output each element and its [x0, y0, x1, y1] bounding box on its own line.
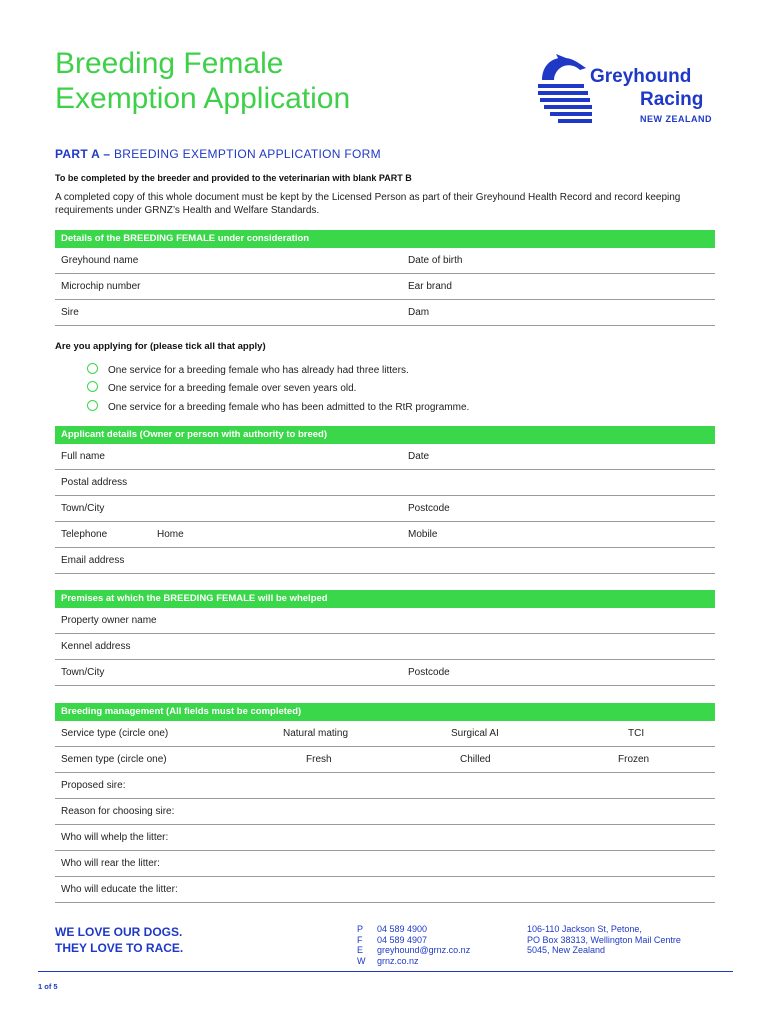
logo-word-new-zealand: NEW ZEALAND — [640, 114, 712, 124]
footer-divider — [38, 971, 733, 972]
contact-fax — [357, 935, 470, 946]
apply-question: Are you applying for (please tick all that apply) — [55, 341, 266, 352]
postal-label: Postal address — [61, 477, 128, 488]
premises-town-label: Town/City — [61, 667, 105, 678]
full-name-label: Full name — [61, 451, 105, 462]
premises-heading: Premises at which the BREEDING FEMALE will be whelped — [55, 590, 715, 608]
telephone-row[interactable] — [55, 522, 715, 548]
greyhound-racing-logo — [536, 50, 716, 128]
semen-chilled[interactable]: Chilled — [460, 754, 491, 765]
part-a-heading — [55, 147, 381, 161]
service-surgical-ai[interactable]: Surgical AI — [451, 728, 499, 739]
option-label: One service for a breeding female who has already had three litters. — [108, 365, 409, 376]
email-label: Email address — [61, 555, 125, 566]
kennel-label: Kennel address — [61, 641, 131, 652]
rear-row[interactable] — [55, 851, 715, 877]
contact-label: P — [357, 924, 364, 934]
semen-type-label: Semen type (circle one) — [61, 754, 167, 765]
service-natural[interactable]: Natural mating — [283, 728, 349, 739]
microchip-label: Microchip number — [61, 281, 141, 292]
kennel-row[interactable] — [55, 634, 715, 660]
semen-type-row[interactable] — [55, 747, 715, 773]
microchip-row[interactable] — [55, 274, 715, 300]
reason-row[interactable] — [55, 799, 715, 825]
option-three-litters[interactable] — [87, 363, 409, 376]
title-line-1: Breeding Female — [55, 47, 284, 80]
contact-web — [357, 956, 470, 967]
contact-phone — [357, 924, 470, 935]
rear-label: Who will rear the litter: — [61, 858, 160, 869]
option-rtr[interactable] — [87, 400, 469, 413]
document-title — [55, 46, 350, 116]
logo-word-greyhound: Greyhound — [590, 66, 692, 87]
greyhound-name-label: Greyhound name — [61, 255, 139, 266]
town-label: Town/City — [61, 503, 105, 514]
postcode-label: Postcode — [408, 503, 450, 514]
greyhound-name-row[interactable] — [55, 248, 715, 274]
mobile-label: Mobile — [408, 529, 438, 540]
title-line-2: Exemption Application — [55, 82, 351, 115]
property-owner-label: Property owner name — [61, 615, 157, 626]
property-owner-row[interactable] — [55, 608, 715, 634]
checkbox-circle-icon[interactable] — [87, 400, 98, 411]
applicant-section — [55, 426, 715, 574]
logo-word-racing: Racing — [640, 89, 704, 110]
contact-value[interactable]: greyhound@grnz.co.nz — [377, 945, 471, 955]
town-row[interactable] — [55, 496, 715, 522]
premises-town-row[interactable] — [55, 660, 715, 686]
slogan-line-1: WE LOVE OUR DOGS. — [55, 925, 183, 939]
educate-row[interactable] — [55, 877, 715, 903]
address-line-3: 5045, New Zealand — [527, 945, 606, 955]
management-heading: Breeding management (All fields must be completed) — [55, 703, 715, 721]
part-a-title: BREEDING EXEMPTION APPLICATION FORM — [113, 147, 381, 161]
management-section — [55, 703, 715, 903]
contact-label: F — [357, 934, 363, 945]
reason-label: Reason for choosing sire: — [61, 806, 175, 817]
option-over-seven[interactable] — [87, 381, 356, 394]
semen-frozen[interactable]: Frozen — [618, 754, 650, 765]
service-type-row[interactable] — [55, 721, 715, 747]
checkbox-circle-icon[interactable] — [87, 381, 98, 392]
home-label: Home — [157, 529, 184, 540]
telephone-label: Telephone — [61, 529, 108, 540]
premises-postcode-label: Postcode — [408, 667, 450, 678]
slogan-line-2: THEY LOVE TO RACE. — [55, 941, 184, 955]
contact-label: W — [357, 955, 366, 966]
address-line-1: 106-110 Jackson St, Petone, — [527, 924, 642, 934]
address-line-2: PO Box 38313, Wellington Mail Centre — [527, 934, 681, 945]
female-details-heading: Details of the BREEDING FEMALE under consideration — [55, 230, 715, 248]
email-row[interactable] — [55, 548, 715, 574]
page-number: 1 of 5 — [38, 982, 58, 991]
service-type-label: Service type (circle one) — [61, 728, 169, 739]
contact-value: 04 589 4907 — [377, 934, 428, 945]
sire-dam-row[interactable] — [55, 300, 715, 326]
applicant-heading: Applicant details (Owner or person with authority to breed) — [55, 426, 715, 444]
checkbox-circle-icon[interactable] — [87, 363, 98, 374]
contact-value[interactable]: grnz.co.nz — [377, 955, 419, 966]
dam-label: Dam — [408, 307, 430, 318]
contact-label: E — [357, 945, 364, 955]
full-name-row[interactable] — [55, 444, 715, 470]
part-a-prefix: PART A – — [55, 147, 111, 161]
contact-value: 04 589 4900 — [377, 924, 428, 934]
whelp-row[interactable] — [55, 825, 715, 851]
whelp-label: Who will whelp the litter: — [61, 832, 169, 843]
date-of-birth-label: Date of birth — [408, 255, 463, 266]
footer-contacts — [357, 924, 470, 966]
semen-fresh[interactable]: Fresh — [306, 754, 332, 765]
instruction-paragraph: A completed copy of this whole document must be kept by the Licensed Person as part of their Greyhound Health Record and record keeping requirements under GRNZ’s Health and Welfare Standards. — [55, 192, 681, 216]
female-details-section — [55, 230, 715, 326]
option-label: One service for a breeding female who has been admitted to the RtR programme. — [108, 402, 470, 413]
proposed-sire-row[interactable] — [55, 773, 715, 799]
educate-label: Who will educate the litter: — [61, 884, 178, 895]
date-label: Date — [408, 451, 430, 462]
sire-label: Sire — [61, 307, 79, 318]
instruction-heading: To be completed by the breeder and provided to the veterinarian with blank PART B — [55, 173, 412, 183]
footer-slogan — [55, 924, 183, 956]
ear-brand-label: Ear brand — [408, 281, 452, 292]
contact-email — [357, 945, 470, 956]
service-tci[interactable]: TCI — [628, 728, 645, 739]
footer-address — [527, 924, 681, 956]
postal-row[interactable] — [55, 470, 715, 496]
proposed-sire-label: Proposed sire: — [61, 780, 126, 791]
premises-section — [55, 590, 715, 686]
option-label: One service for a breeding female over seven years old. — [108, 383, 357, 394]
